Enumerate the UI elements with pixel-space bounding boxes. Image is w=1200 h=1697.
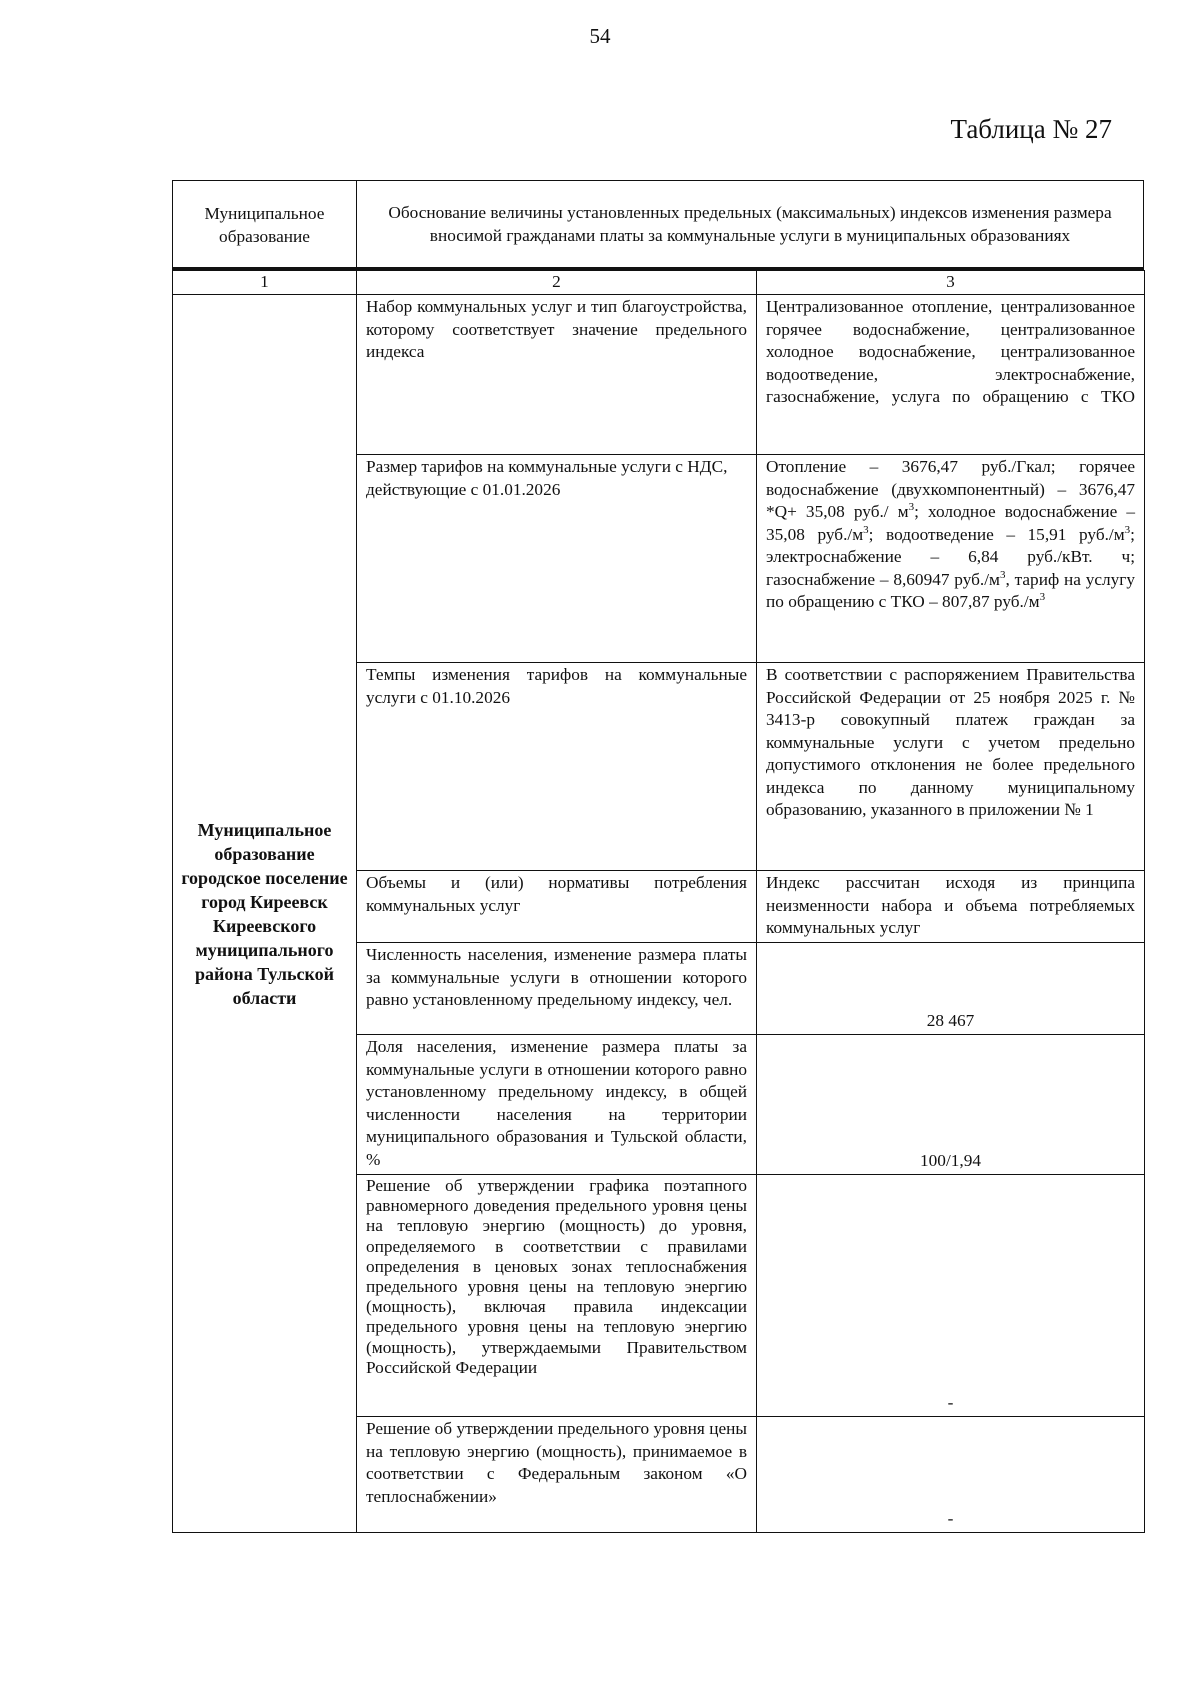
row-label: Объемы и (или) нормативы потребления коммунальных услуг (357, 871, 757, 943)
justification-table (172, 270, 1145, 1533)
page-number: 54 (589, 24, 611, 48)
row-label: Численность населения, изменение размера платы за коммунальные услуги в отношении которого равно установленному предельному индексу, чел. (357, 943, 757, 1035)
row-label: Размер тарифов на коммунальные услуги с НДС, действующие с 01.01.2026 (357, 455, 757, 663)
column-number-1: 1 (173, 271, 357, 295)
row-value: Индекс рассчитан исходя из принципа неизменности набора и объема потребляемых коммунальных услуг (757, 871, 1145, 943)
row-value: Централизованное отопление, централизованное горячее водоснабжение, централизованное холодное водоснабжение, централизованное водоотведение, электроснабжение, газоснабжение, услуга по обращению с ТКО (757, 295, 1145, 455)
population-share-value: 100/1,94 (757, 1035, 1145, 1175)
row-label: Решение об утверждении предельного уровня цены на тепловую энергию (мощность), принимаемое в соответствии с Федеральным законом «О теплоснабжении» (357, 1417, 757, 1533)
row-label: Набор коммунальных услуг и тип благоустройства, которому соответствует значение предельного индекса (357, 295, 757, 455)
header-table (172, 180, 1144, 270)
table-row (173, 295, 1145, 455)
row-label: Темпы изменения тарифов на коммунальные услуги с 01.10.2026 (357, 663, 757, 871)
table-title: Таблица № 27 (950, 114, 1112, 144)
header-row (173, 181, 1144, 269)
header-municipality: Муниципальное образование (173, 181, 357, 269)
header-justification: Обоснование величины установленных предельных (максимальных) индексов изменения размера вносимой гражданами платы за коммунальные услуги в муниципальных образованиях (357, 181, 1144, 269)
municipality-name: Муниципальное образование городское поселение город Киреевск Киреевского муниципального района Тульской области (173, 295, 357, 1533)
population-value: 28 467 (757, 943, 1145, 1035)
tariffs-value: Отопление – 3676,47 руб./Гкал; горячее водоснабжение (двухкомпонентный) – 3676,47 *Q+ 35,08 руб./ $м^3$; холодное водоснабжение – 35,08 $руб./м^3$; водоотведение – 15,91 $руб./м^3$; электроснабжение – 6,84 руб./кВт. ч; газоснабжение – 8,60947 $руб./м^3$, тариф на услугу по обращению с ТКО – 807,87 $руб./м^3$ (757, 455, 1145, 663)
column-number-2: 2 (357, 271, 757, 295)
row-value: - (757, 1175, 1145, 1417)
row-label: Решение об утверждении графика поэтапного равномерного доведения предельного уровня цены на тепловую энергию (мощность) до уровня, определяемого в соответствии с правилами определения в ценовых зонах теплоснабжения предельного уровня цены на тепловую энергию (мощность), включая правила индексации предельного уровня цены на тепловую энергию (мощность), утверждаемыми Правительством Российской Федерации (357, 1175, 757, 1417)
column-number-row (173, 271, 1145, 295)
column-number-3: 3 (757, 271, 1145, 295)
row-value: В соответствии с распоряжением Правительства Российской Федерации от 25 ноября 2025 г. № 3413-р совокупный платеж граждан за коммунальные услуги с учетом предельно допустимого отклонения не более предельного индекса по данному муниципальному образованию, указанного в приложении № 1 (757, 663, 1145, 871)
row-label: Доля населения, изменение размера платы за коммунальные услуги в отношении которого равно установленному предельному индексу, в общей численности населения на территории муниципального образования и Тульской области, % (357, 1035, 757, 1175)
row-value: - (757, 1417, 1145, 1533)
